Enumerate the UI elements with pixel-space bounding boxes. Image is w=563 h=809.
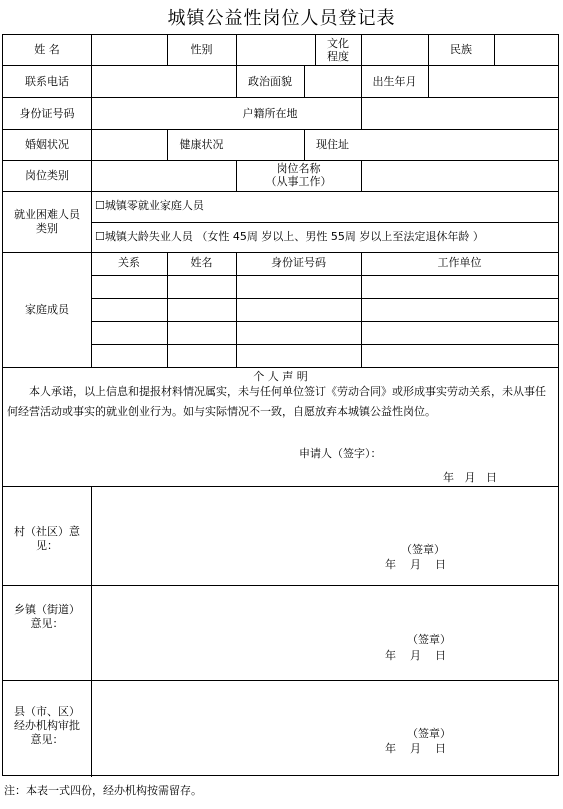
village-opinion-label: 村（社区）意 见： (14, 525, 80, 552)
name-label: 姓 名 (34, 43, 60, 56)
hardship-option-older-unemployed[interactable]: ☐城镇大龄失业人员 （女性 45周 岁以上、男性 55周 岁以上至法定退休年龄 ） (95, 230, 484, 243)
hardship-option-zero-employment[interactable]: ☐城镇零就业家庭人员 (95, 199, 204, 212)
health-label: 健康状况 (179, 138, 224, 151)
hardship-label: 就业困难人员 类别 (14, 208, 80, 235)
village-date: 年 月 日 (385, 558, 446, 571)
address-label: 现住址 (316, 138, 349, 151)
county-date: 年 月 日 (385, 742, 446, 755)
political-label: 政治面貌 (248, 75, 292, 88)
ethnicity-label: 民族 (450, 43, 472, 56)
form-title: 城镇公益性岗位人员登记表 (167, 8, 396, 29)
applicant-signature: 申请人（签字）： (299, 447, 382, 460)
village-seal: （签章） (401, 543, 445, 556)
declaration-text: 本人承诺，以上信息和提报材料情况属实，未与任何单位签订《劳动合同》或形成事实劳动关系，未从事任何经营活动或事实的就业创业行为。如与实际情况不一致，自愿放弃本城镇公益性岗位。 (7, 385, 546, 418)
county-seal: （签章） (407, 727, 451, 740)
footnote: 注：本表一式四份，经办机构按需留存。 (4, 784, 202, 797)
declaration-title: 个 人 声 明 (253, 370, 308, 383)
marital-label: 婚姻状况 (25, 138, 69, 151)
county-opinion-label: 县（市、区） 经办机构审批 意见： (14, 705, 80, 746)
declaration-date: 年 月 日 (443, 471, 497, 484)
family-header-id: 身份证号码 (271, 256, 326, 269)
family-header-relation: 关系 (118, 256, 140, 269)
id-label: 身份证号码 (19, 107, 75, 120)
registration-form (2, 34, 559, 776)
family-label: 家庭成员 (25, 303, 69, 316)
birth-label: 出生年月 (372, 75, 417, 88)
education-label: 文化 程度 (327, 37, 349, 63)
town-opinion-label: 乡镇（街道） 意见： (14, 603, 80, 630)
hukou-label: 户籍所在地 (242, 107, 298, 120)
family-header-name: 姓名 (190, 256, 213, 269)
town-date: 年 月 日 (385, 649, 446, 662)
phone-label: 联系电话 (25, 75, 69, 88)
town-seal: （签章） (407, 633, 451, 646)
family-header-employer: 工作单位 (437, 256, 482, 269)
gender-label: 性别 (190, 43, 213, 56)
post-type-label: 岗位类别 (25, 169, 69, 182)
post-name-label: 岗位名称 （从事工作） (265, 162, 332, 188)
